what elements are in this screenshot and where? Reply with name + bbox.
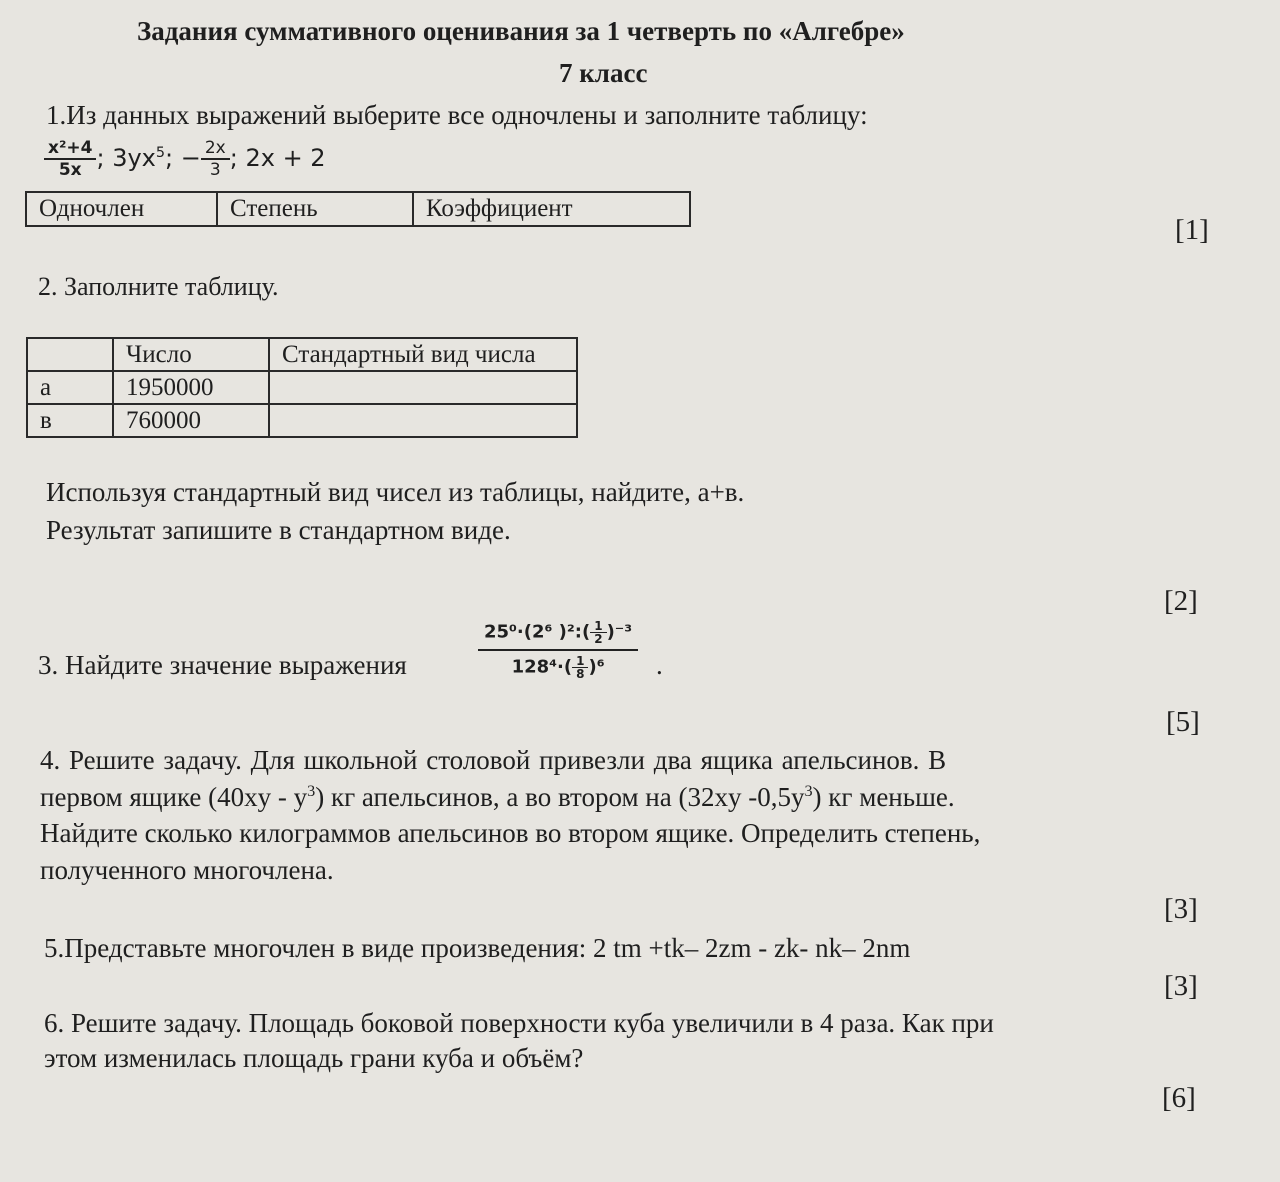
row-standard-cell — [269, 371, 577, 404]
expr1-numerator: x²+4 — [44, 138, 96, 160]
task3-numerator — [478, 620, 638, 651]
task3-main-fraction — [478, 620, 638, 680]
task4-line2-part2: ) кг апельсинов, а во втором на (32xy -0,5y — [315, 782, 805, 812]
table-row — [27, 404, 577, 437]
numerator-text: 25⁰·(2⁶ )²:( — [484, 621, 591, 643]
standard-form-table — [26, 337, 578, 438]
expr3-prefix: ; − — [165, 144, 201, 172]
task6-line1: 6. Решите задачу. Площадь боковой поверхности куба увеличили в 4 раза. Как при — [44, 1008, 994, 1038]
row-number: 760000 — [113, 404, 269, 437]
small-fraction-den: 8 — [576, 667, 585, 681]
small-fraction-den: 2 — [594, 632, 603, 646]
expr3-fraction — [201, 138, 230, 180]
table-row — [26, 192, 690, 226]
task2-instruction-line1: Используя стандартный вид чисел из таблицы, найдите, а+в. — [46, 477, 745, 507]
task4-line3: Найдите сколько килограммов апельсинов во втором ящике. Определить степень, — [40, 818, 981, 848]
numerator-small-fraction — [590, 620, 606, 645]
expr2-power: 5 — [155, 145, 166, 161]
expr3-numerator: 2x — [201, 138, 230, 160]
small-fraction-num: 1 — [590, 620, 606, 633]
task5-text: 5.Представьте многочлен в виде произведения: 2 tm +tk– 2zm - zk- nk– 2nm — [44, 933, 911, 963]
table-header-degree: Степень — [217, 192, 413, 226]
row-number: 1950000 — [113, 371, 269, 404]
task3-expression — [478, 620, 638, 680]
row-label: а — [27, 371, 113, 404]
table-header-standard: Стандартный вид числа — [269, 338, 577, 371]
task4-line2-part1: первом ящике (40xy - y — [40, 782, 308, 812]
expr4: ; 2x + 2 — [229, 144, 326, 172]
task2-text: 2. Заполните таблицу. — [38, 272, 279, 301]
expr1-denominator: 5x — [58, 160, 82, 180]
row-label: в — [27, 404, 113, 437]
task3-score: [5] — [1166, 706, 1200, 738]
small-fraction-num: 1 — [572, 655, 588, 668]
task4-line1: 4. Решите задачу. Для школьной столовой привезли два ящика апельсинов. В — [40, 745, 947, 775]
task5-score: [3] — [1164, 970, 1198, 1002]
task1-text: 1.Из данных выражений выберите все одночлены и заполните таблицу: — [46, 100, 868, 130]
numerator-tail: )⁻³ — [606, 621, 633, 643]
task1-expressions — [44, 138, 326, 180]
table-header-coefficient: Коэффициент — [413, 192, 690, 226]
task4-power1: 3 — [307, 782, 316, 800]
task2-instruction-line2: Результат запишите в стандартном виде. — [46, 515, 511, 545]
denominator-small-fraction — [572, 655, 588, 680]
task3-dot: . — [656, 650, 663, 680]
task4-line4: полученного многочлена. — [40, 855, 334, 885]
task1-score: [1] — [1175, 214, 1209, 246]
expr2: ; 3yx — [96, 144, 156, 172]
denominator-text: 128⁴·( — [511, 656, 573, 678]
table-row — [27, 371, 577, 404]
task3-text: 3. Найдите значение выражения — [38, 650, 407, 680]
task2-score: [2] — [1164, 585, 1198, 617]
task3-denominator — [478, 651, 638, 680]
table-header-monomial: Одночлен — [26, 192, 217, 226]
table-header-number: Число — [113, 338, 269, 371]
expr1-fraction — [44, 138, 96, 180]
task4-line2 — [40, 782, 955, 813]
task4-line2-part3: ) кг меньше. — [812, 782, 955, 812]
task4-score: [3] — [1164, 893, 1198, 925]
task6-score: [6] — [1162, 1082, 1196, 1114]
table-row — [27, 338, 577, 371]
grade-label: 7 класс — [559, 58, 648, 88]
table-header-empty — [27, 338, 113, 371]
task6-line2: этом изменилась площадь грани куба и объём? — [44, 1043, 584, 1073]
denominator-tail: )⁶ — [588, 656, 605, 678]
expr3-denominator: 3 — [209, 160, 221, 180]
monomial-table — [25, 191, 691, 227]
page-title: Задания суммативного оценивания за 1 четверть по «Алгебре» — [137, 16, 905, 46]
row-standard-cell — [269, 404, 577, 437]
task4-power2: 3 — [804, 782, 813, 800]
